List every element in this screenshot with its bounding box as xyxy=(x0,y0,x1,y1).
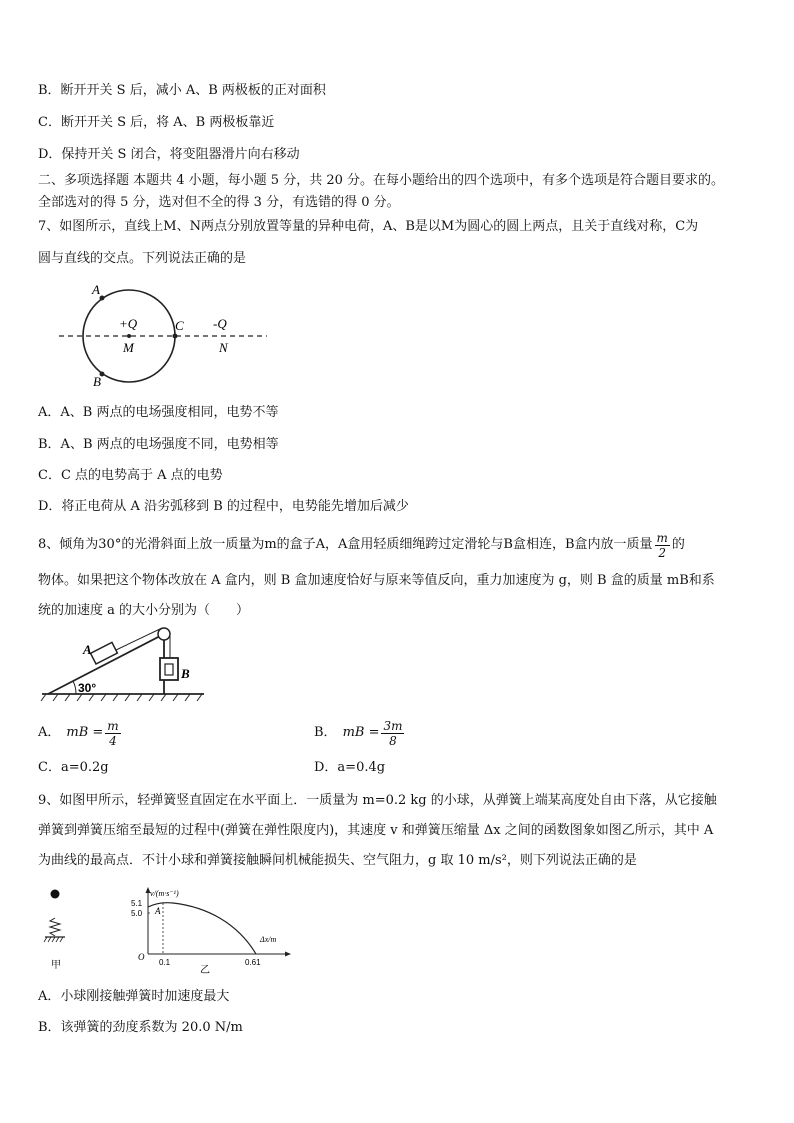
q8-option-a-label: A． xyxy=(38,725,61,740)
q9-x-arrow xyxy=(285,952,291,957)
q7-label-m: M xyxy=(123,340,134,355)
q9-figure-jia xyxy=(38,884,88,974)
q9-graph-y-tick-50: 5.0 xyxy=(131,909,143,918)
q9-spring xyxy=(50,918,60,936)
q8-option-a-denominator: 4 xyxy=(109,733,117,748)
q7-option-a: A．A、B 两点的电场强度相同，电势不等 xyxy=(38,405,279,420)
q7-label-n: N xyxy=(219,340,228,355)
q8-pulley xyxy=(158,628,170,640)
q8-option-d: D．a=0.4g xyxy=(314,760,386,775)
q8-stem-line3: 统的加速度 a 的大小分别为（ ） xyxy=(38,603,250,618)
q8-angle-label: 30° xyxy=(78,681,97,695)
q7-option-d: D．将正电荷从 A 沿劣弧移到 B 的过程中，电势能先增加后减少 xyxy=(38,499,409,514)
q7-stem-line1: 7、如图所示，直线上M、N两点分别放置等量的异种电荷，A、B是以M为圆心的圆上两点，且关于直线对称，C为 xyxy=(38,219,699,234)
q8-option-a-numerator: m xyxy=(107,718,119,733)
q7-label-b: B xyxy=(93,374,101,389)
q9-graph-x-tick-01: 0.1 xyxy=(159,958,171,967)
q8-box-b-inner xyxy=(165,664,173,675)
q8-option-b-numerator: 3m xyxy=(383,718,403,733)
q9-stem-line1: 9、如图甲所示，轻弹簧竖直固定在水平面上．一质量为 m=0.2 kg 的小球，从弹簧上端某高度处自由下落，从它接触 xyxy=(38,793,717,808)
q8-option-c: C．a=0.2g xyxy=(38,760,109,775)
q9-stem-line3: 为曲线的最高点．不计小球和弹簧接触瞬间机械能损失、空气阻力，g 取 10 m/s²，则下列说法正确的是 xyxy=(38,853,637,868)
q8-option-a-fraction xyxy=(105,719,120,748)
q8-stem-line1: 8、倾角为30°的光滑斜面上放一质量为m的盒子A，A盒用轻质细绳跨过定滑轮与B盒相连，B盒内放一质量 xyxy=(38,537,653,552)
q9-label-yi: 乙 xyxy=(200,965,210,976)
q8-option-b-label: B． xyxy=(314,725,337,740)
q8-option-b xyxy=(314,716,406,750)
q6-option-c: C．断开开关 S 后，将 A、B 两极板靠近 xyxy=(38,115,275,130)
q9-option-a: A．小球刚接触弹簧时加速度最大 xyxy=(38,989,230,1004)
q9-label-jia: 甲 xyxy=(51,960,61,971)
q8-incline xyxy=(48,634,164,694)
q8-fraction-numerator: m xyxy=(656,530,668,545)
q9-graph-origin: O xyxy=(138,952,145,962)
q8-label-b: B xyxy=(181,666,190,681)
q7-figure xyxy=(55,278,275,390)
q8-stem-line1-end: 的 xyxy=(671,537,685,552)
q8-mass-fraction xyxy=(655,531,670,560)
q8-label-a: A xyxy=(83,642,92,657)
q9-base-hatching xyxy=(44,937,63,942)
q8-figure xyxy=(38,626,208,704)
q9-graph-x-tick-061: 0.61 xyxy=(245,958,261,967)
q8-option-b-lhs: mB = xyxy=(342,725,380,740)
q8-ground-hatching xyxy=(41,694,202,701)
q8-stem-line2: 物体。如果把这个物体改放在 A 盒内，则 B 盒加速度恰好与原来等值反向，重力加速度为 g，则 B 盒的质量 mB和系 xyxy=(38,573,715,588)
q9-graph-ylabel: v/(m·s⁻¹) xyxy=(150,889,179,898)
q8-option-a xyxy=(38,716,123,750)
q7-option-c: C．C 点的电势高于 A 点的电势 xyxy=(38,468,223,483)
q7-point-m xyxy=(127,334,131,338)
q8-option-b-denominator: 8 xyxy=(389,733,397,748)
q9-graph-xlabel: Δx/m xyxy=(260,935,277,944)
section2-intro-line1: 二、多项选择题 本题共 4 小题，每小题 5 分，共 20 分。在每小题给出的四个选项中，有多个选项是符合题目要求的。 xyxy=(38,173,725,188)
q6-option-d: D．保持开关 S 闭合，将变阻器滑片向右移动 xyxy=(38,147,300,162)
q7-point-c xyxy=(173,334,178,339)
q9-graph-curve xyxy=(148,903,256,954)
q8-option-a-lhs: mB = xyxy=(66,725,104,740)
q9-graph-label-a: A xyxy=(155,906,161,916)
q7-label-c: C xyxy=(175,318,184,333)
section2-intro-line2: 全部选对的得 5 分，选对但不全的得 3 分，有选错的得 0 分。 xyxy=(38,195,400,210)
q8-fraction-denominator: 2 xyxy=(658,545,667,560)
q9-ball xyxy=(51,890,60,899)
q7-stem-line2: 圆与直线的交点。下列说法正确的是 xyxy=(38,251,247,266)
q9-graph-y-tick-51: 5.1 xyxy=(131,899,143,908)
q9-option-b: B．该弹簧的劲度系数为 20.0 N/m xyxy=(38,1020,243,1035)
q7-option-b: B．A、B 两点的电场强度不同，电势相等 xyxy=(38,437,279,452)
q7-point-a xyxy=(100,296,105,301)
q6-option-b: B．断开开关 S 后，减小 A、B 两极板的正对面积 xyxy=(38,83,326,98)
q8-option-b-fraction xyxy=(381,719,404,748)
q9-stem-line2: 弹簧到弹簧压缩至最短的过程中(弹簧在弹性限度内)，其速度 v 和弹簧压缩量 Δx 之间的函数图象如图乙所示，其中 A xyxy=(38,823,714,838)
q9-graph-yi xyxy=(128,884,298,976)
q7-label-a: A xyxy=(92,282,100,297)
q7-label-minus-q: -Q xyxy=(213,316,227,331)
q8-angle-arc xyxy=(73,681,76,694)
q7-label-plus-q: +Q xyxy=(119,316,138,331)
q8-stem-line1-wrap xyxy=(38,529,685,561)
